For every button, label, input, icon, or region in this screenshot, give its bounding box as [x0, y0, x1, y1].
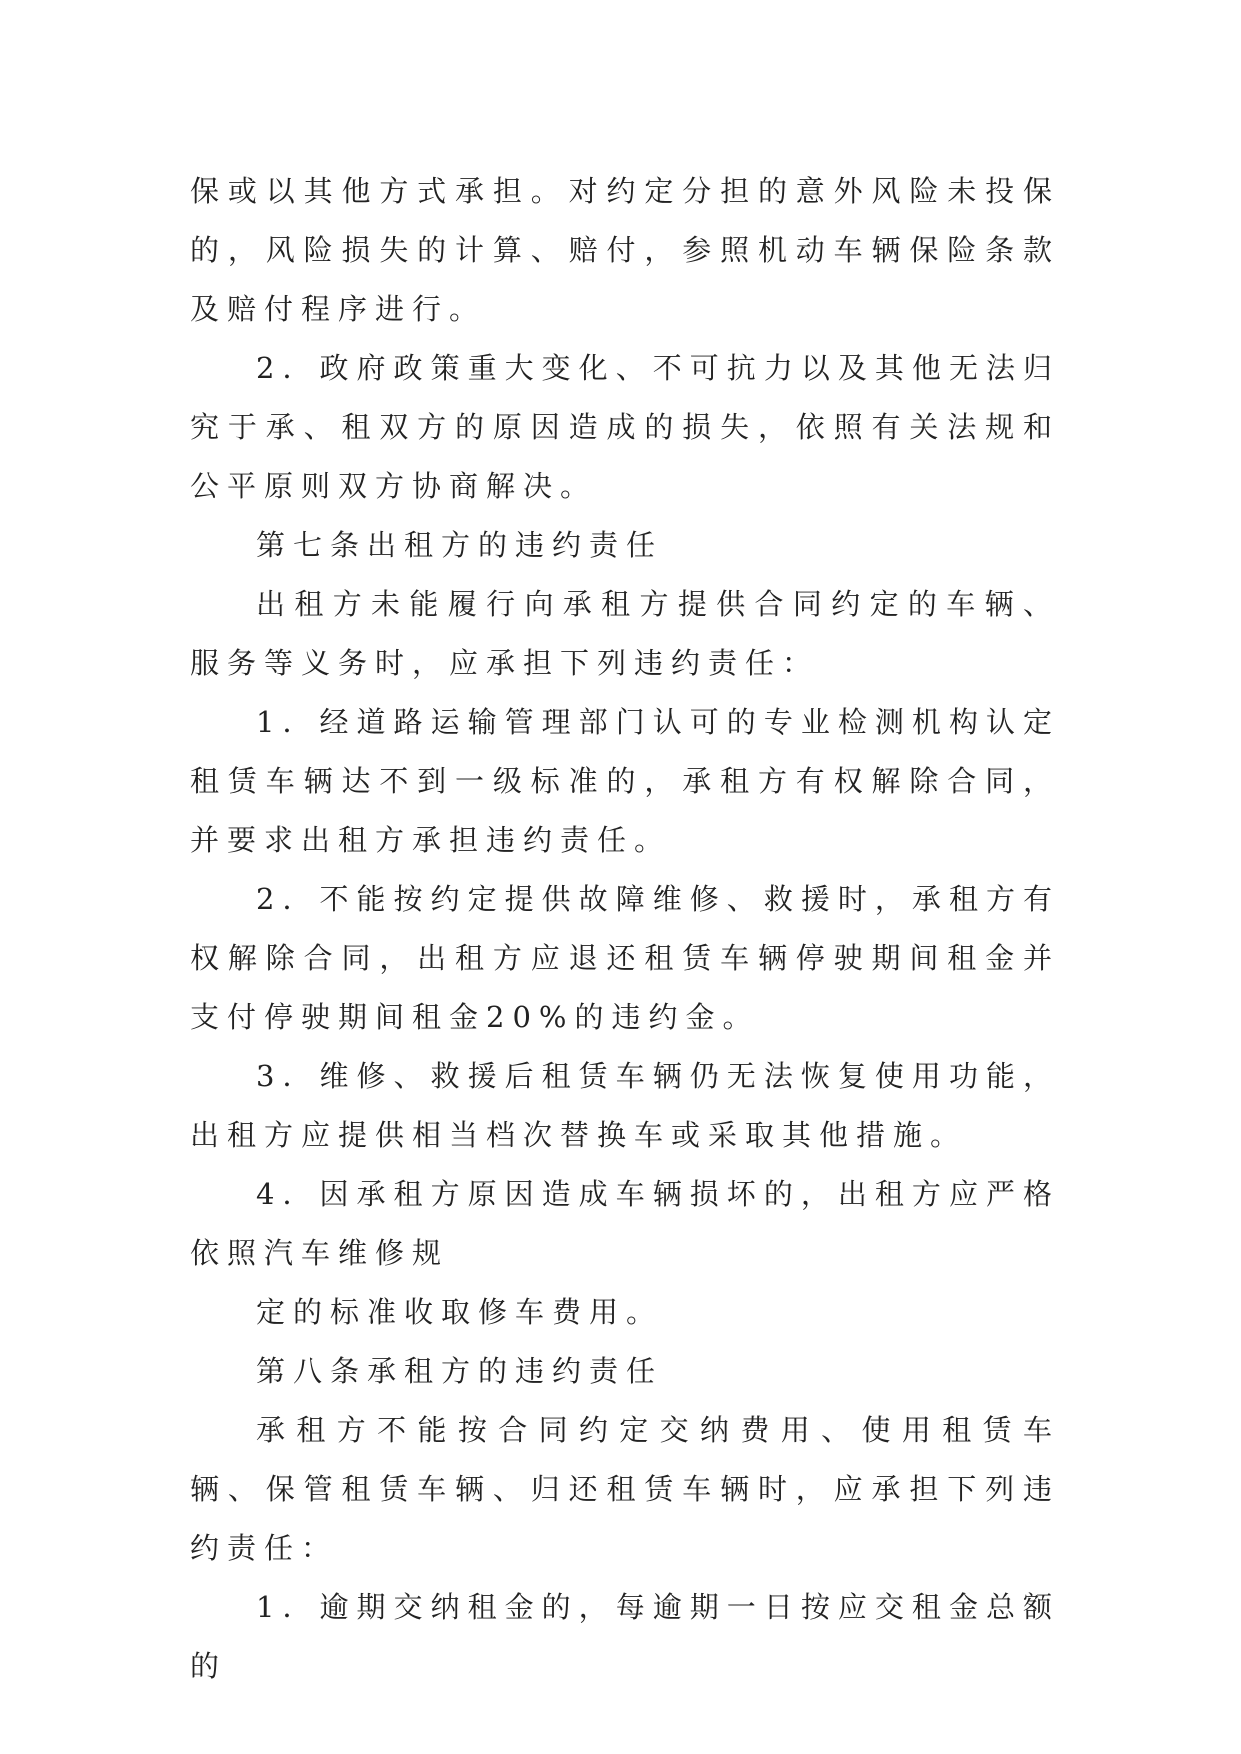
list-item-3: 3．维修、救援后租赁车辆仍无法恢复使用功能，出租方应提供相当档次替换车或采取其他措施。 [190, 1059, 1060, 1152]
section-heading-7: 第七条出租方的违约责任 [256, 528, 664, 562]
list-item-4: 4．因承租方原因造成车辆损坏的，出租方应严格依照汽车维修规 [190, 1177, 1060, 1270]
list-item-2: 2．不能按约定提供故障维修、救援时，承租方有权解除合同，出租方应退还租赁车辆停驶期间租金并支付停驶期间租金20%的违约金。 [190, 882, 1060, 1034]
paragraph-4: 定的标准收取修车费用。 [256, 1295, 664, 1329]
section-heading-8: 第八条承租方的违约责任 [256, 1354, 664, 1388]
list-item-1: 1．经道路运输管理部门认可的专业检测机构认定租赁车辆达不到一级标准的，承租方有权解除合同，并要求出租方承担违约责任。 [190, 705, 1060, 857]
paragraph-1: 保或以其他方式承担。对约定分担的意外风险未投保的，风险损失的计算、赔付，参照机动车辆保险条款及赔付程序进行。 [190, 174, 1060, 326]
document-page [190, 162, 1060, 1696]
paragraph-2: 2．政府政策重大变化、不可抗力以及其他无法归究于承、租双方的原因造成的损失，依照有关法规和公平原则双方协商解决。 [190, 351, 1060, 503]
paragraph-3: 出租方未能履行向承租方提供合同约定的车辆、服务等义务时，应承担下列违约责任： [190, 587, 1060, 680]
list-item-5: 1．逾期交纳租金的，每逾期一日按应交租金总额的 [190, 1590, 1060, 1683]
paragraph-5: 承租方不能按合同约定交纳费用、使用租赁车辆、保管租赁车辆、归还租赁车辆时，应承担下列违约责任： [190, 1413, 1060, 1565]
